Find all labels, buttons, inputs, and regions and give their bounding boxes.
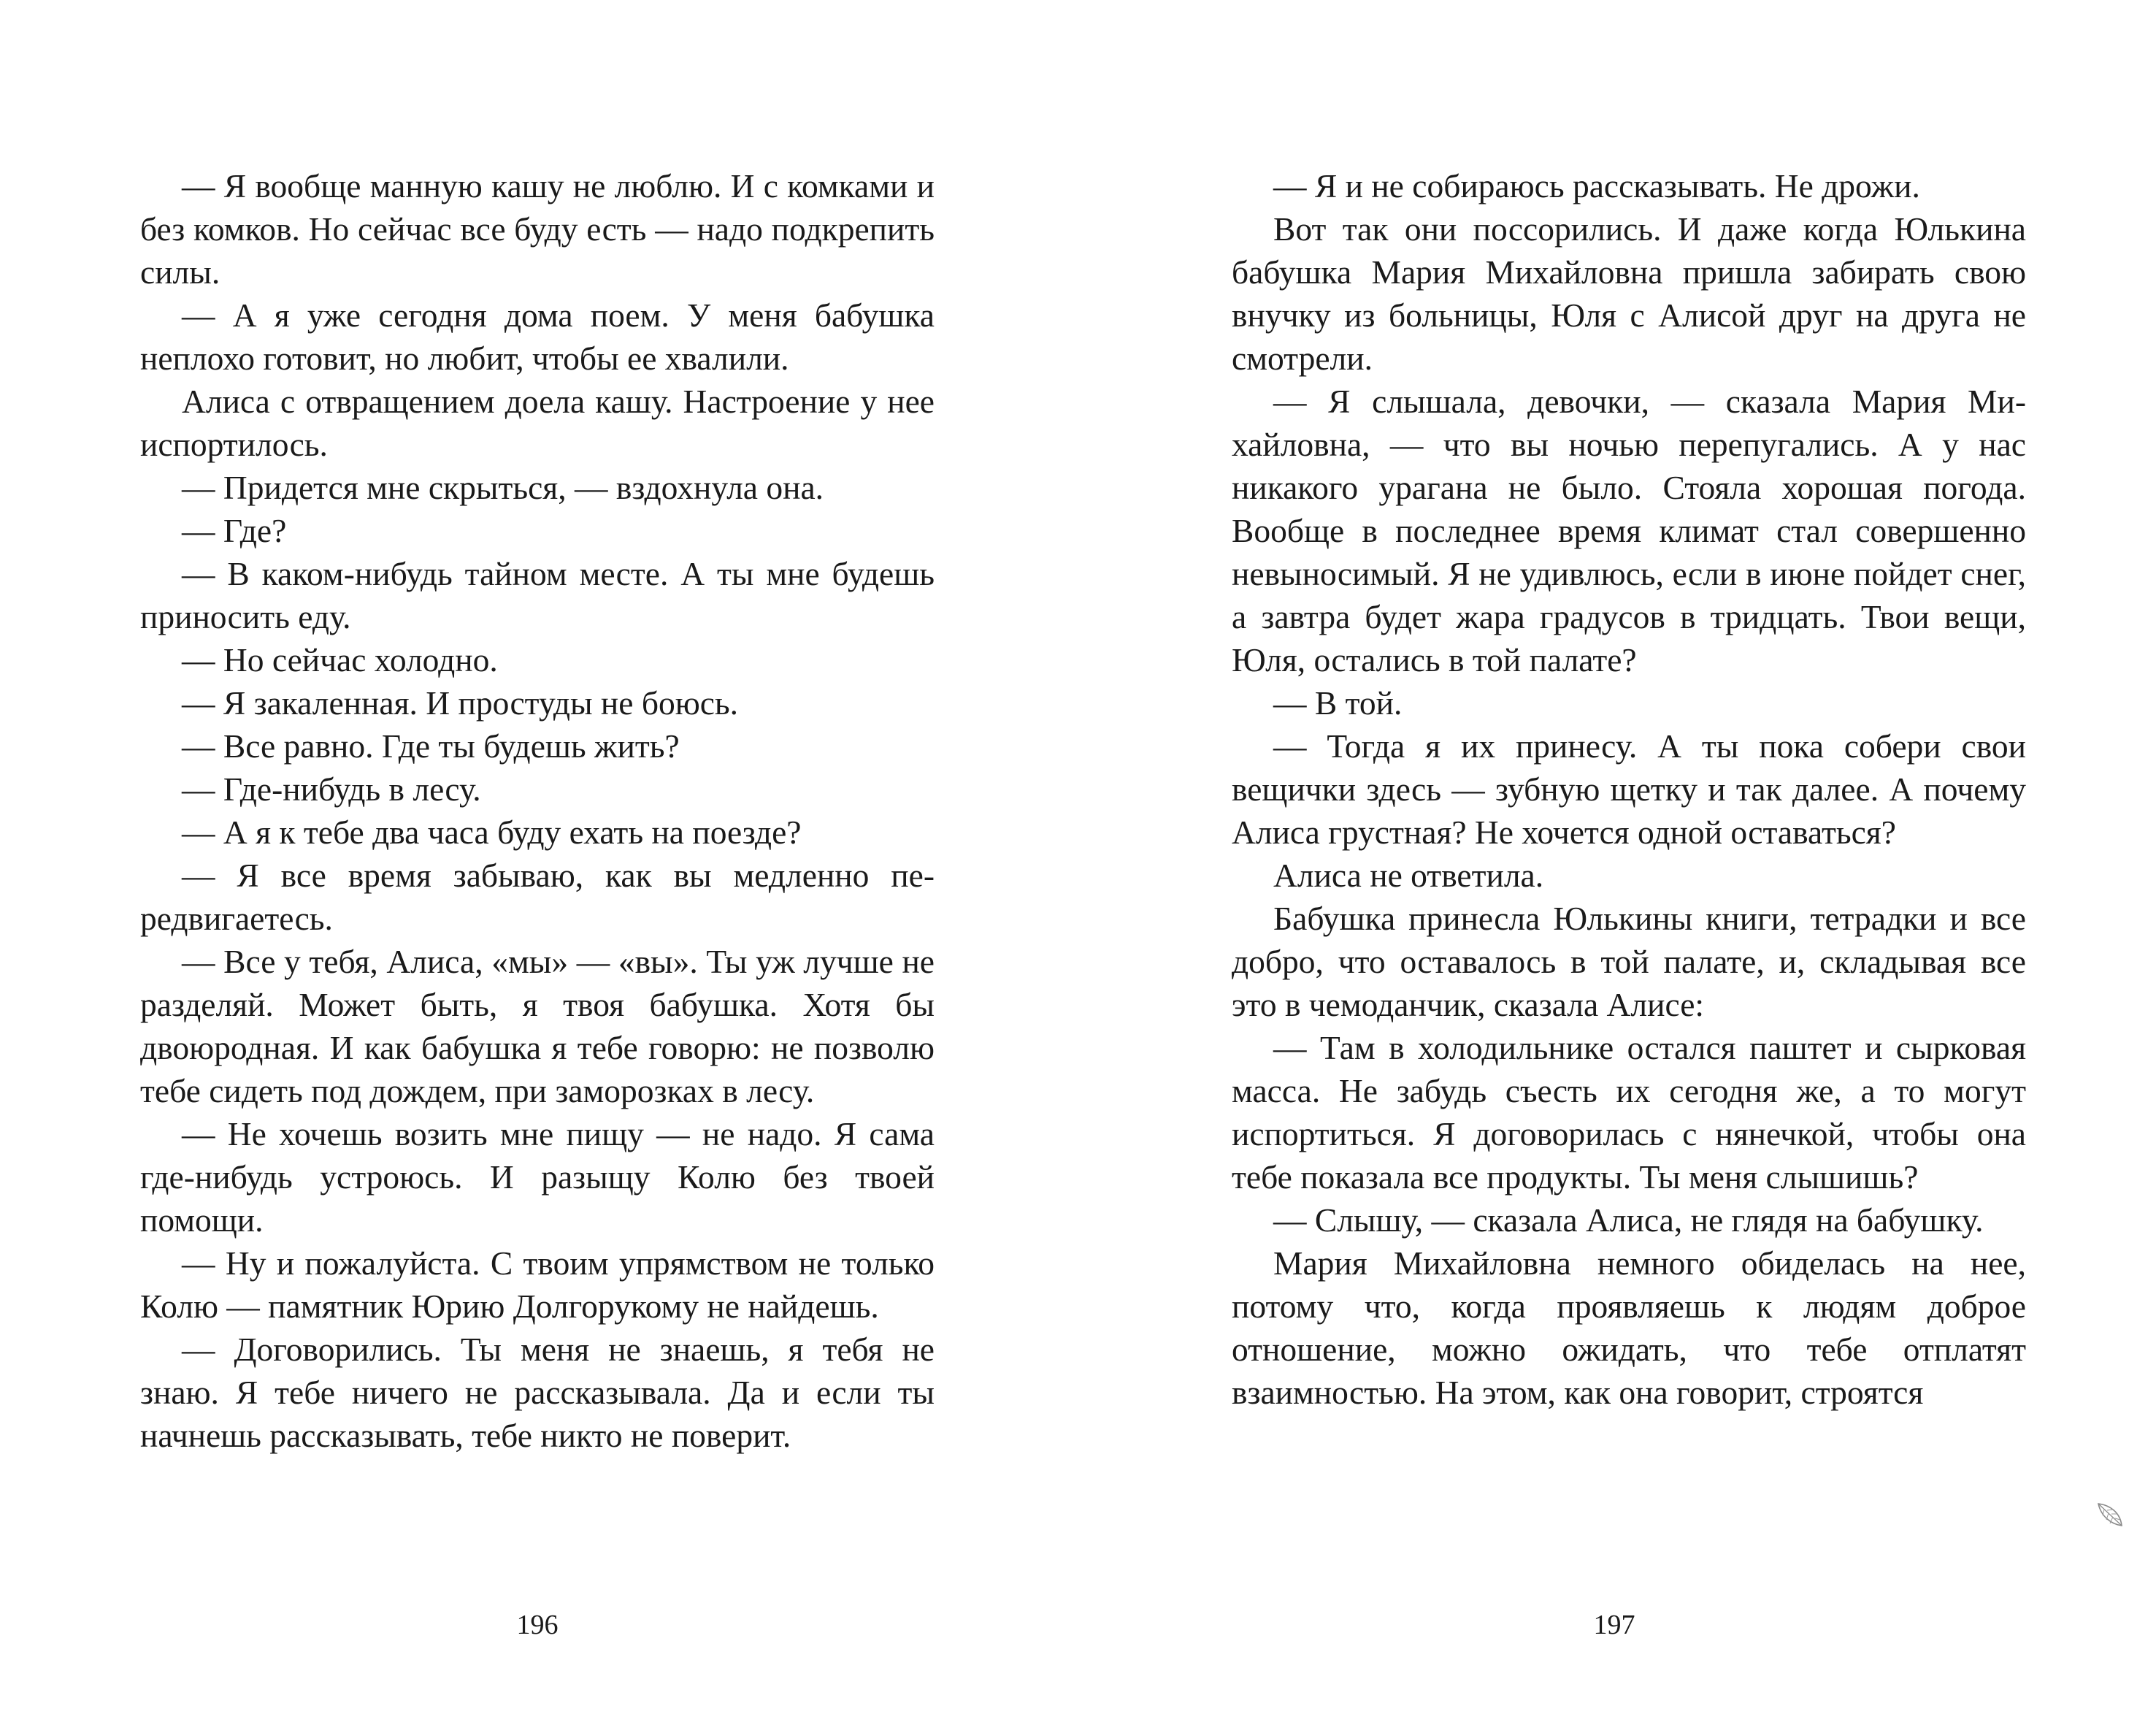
paragraph: — Там в холодильнике остался паштет и сырковая масса. Не забудь съесть их сегодня же, а то могут испортиться. Я договорилась с нянечкой, чтобы она тебе показала все продукты. Ты меня слышишь? bbox=[1232, 1029, 2026, 1196]
paragraph: — Я все время забываю, как вы медленно передвигаетесь. bbox=[140, 857, 935, 937]
paragraph: — Все у тебя, Алиса, «мы» — «вы». Ты уж лучше не разделяй. Может быть, я твоя бабушка. Хотя бы двоюродная. И как бабушка я тебе говорю: не позволю тебе сидеть под дождем, при заморозках в лесу. bbox=[140, 943, 935, 1109]
paragraph: — Где? bbox=[182, 512, 287, 549]
paragraph: Вот так они поссорились. И даже когда Юлькина бабушка Мария Михайловна пришла забирать свою внучку из больницы, Юля с Алисой друг на друга не смотрели. bbox=[1232, 210, 2026, 377]
paragraph: — В каком-нибудь тайном месте. А ты мне будешь приносить еду. bbox=[140, 555, 935, 635]
paragraph: — А я уже сегодня дома поем. У меня бабушка неплохо готовит, но любит, чтобы ее хвалили. bbox=[140, 297, 935, 377]
paragraph: Алиса не ответила. bbox=[1273, 857, 1544, 894]
right-page bbox=[1078, 0, 2156, 1725]
leaf-icon bbox=[2094, 1499, 2126, 1531]
paragraph: — Придется мне скрыться, — вздохнула она. bbox=[182, 469, 824, 506]
paragraph: — Не хочешь возить мне пищу — не надо. Я сама где-нибудь устроюсь. И разыщу Колю без твоей помощи. bbox=[140, 1115, 935, 1239]
page-number: 197 bbox=[1593, 1610, 1635, 1640]
paragraph: — Но сейчас холодно. bbox=[182, 641, 498, 678]
paragraph: — Все равно. Где ты будешь жить? bbox=[182, 727, 680, 765]
paragraph: — Слышу, — сказала Алиса, не глядя на бабушку. bbox=[1273, 1201, 1984, 1239]
paragraph: — Я закаленная. И простуды не боюсь. bbox=[182, 684, 739, 722]
paragraph: — Договорились. Ты меня не знаешь, я тебя не знаю. Я тебе ничего не рассказывала. Да и если ты начнешь рассказывать, тебе никто не поверит. bbox=[140, 1331, 935, 1454]
paragraph: — Тогда я их принесу. А ты пока собери свои вещички здесь — зубную щетку и так далее. А почему Алиса грустная? Не хочется одной оставаться? bbox=[1232, 727, 2026, 851]
paragraph: Алиса с отвращением доела кашу. Настроение у нее испортилось. bbox=[140, 383, 935, 463]
paragraph: Мария Михайловна немного обиделась на нее, потому что, когда проявляешь к людям доброе отношение, можно ожидать, что тебе отплатят взаимностью. На этом, как она говорит, строятся bbox=[1232, 1244, 2026, 1411]
left-page-text bbox=[140, 164, 935, 1457]
paragraph: — Я вообще манную кашу не люблю. И с комками и без комков. Но сейчас все буду есть — надо подкрепить силы. bbox=[140, 167, 935, 291]
paragraph: Бабушка принесла Юлькины книги, тетрадки и все добро, что оставалось в той палате, и, складывая все это в чемоданчик, сказала Алисе: bbox=[1232, 900, 2026, 1023]
paragraph: — В той. bbox=[1273, 684, 1403, 722]
paragraph: — Где-нибудь в лесу. bbox=[182, 770, 481, 808]
page-number: 196 bbox=[516, 1610, 559, 1640]
paragraph: — Я слышала, девочки, — сказала Мария Михайловна, — что вы ночью перепугались. А у нас никакого урагана не было. Стояла хорошая погода. Вообще в последнее время климат стал совершенно невыносимый. Я не удивлюсь, если в июне пойдет снег, а завтра будет жара градусов в тридцать. Твои вещи, Юля, остались в той палате? bbox=[1232, 383, 2026, 678]
paragraph: — Я и не собираюсь рассказывать. Не дрожи. bbox=[1273, 167, 1920, 204]
paragraph: — Ну и пожалуйста. С твоим упрямством не только Колю — памятник Юрию Долгорукому не найдешь. bbox=[140, 1244, 935, 1325]
paragraph: — А я к тебе два часа буду ехать на поезде? bbox=[182, 814, 802, 851]
right-page-text bbox=[1232, 164, 2026, 1414]
